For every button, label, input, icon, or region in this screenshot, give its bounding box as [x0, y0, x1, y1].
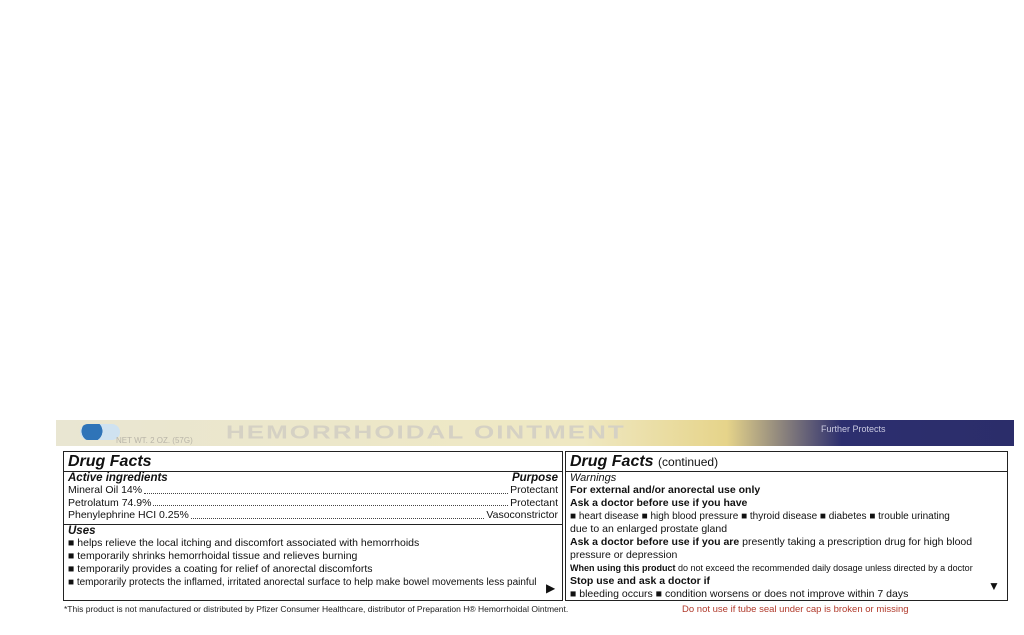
- ingredient-row: Mineral Oil 14% Protectant: [68, 484, 558, 496]
- ask-doctor-have: Ask a doctor before use if you have: [570, 497, 748, 509]
- conditions-list-cont: due to an enlarged prostate gland: [570, 523, 728, 535]
- warnings-label: Warnings: [570, 472, 617, 484]
- ask-doctor-are-cont: pressure or depression: [570, 549, 678, 561]
- brand-logo: [80, 424, 120, 440]
- strip-title: HEMORRHOIDAL OINTMENT: [226, 421, 626, 443]
- strip-right-text: Further Protects: [821, 424, 886, 434]
- use-item: ■ temporarily provides a coating for relief of anorectal discomforts: [68, 562, 373, 575]
- disclaimer: *This product is not manufactured or distributed by Pfizer Consumer Healthcare, distributor of Preparation H® Hemorrhoidal Ointment.: [64, 604, 569, 614]
- ask-doctor-are: Ask a doctor before use if you are presently taking a prescription drug for high blood: [570, 536, 973, 548]
- use-item: ■ helps relieve the local itching and discomfort associated with hemorrhoids: [68, 536, 420, 549]
- net-weight: NET WT. 2 OZ. (57G): [116, 436, 193, 445]
- product-box: [52, 418, 1017, 630]
- drug-facts-panel: [63, 451, 563, 601]
- conditions-list: ■ heart disease ■ high blood pressure ■ thyroid disease ■ diabetes ■ trouble urinating: [570, 511, 950, 522]
- active-ingredients-label: Active ingredients: [68, 472, 168, 484]
- purpose-label: Purpose: [511, 472, 558, 484]
- uses-label: Uses: [68, 524, 96, 537]
- continue-down-icon: ▼: [988, 579, 1000, 593]
- use-item: ■ temporarily protects the inflamed, irritated anorectal surface to help make bowel movements less painful: [68, 576, 537, 588]
- when-using: When using this product do not exceed the recommended daily dosage unless directed by a doctor: [570, 563, 973, 573]
- stop-use-items: ■ bleeding occurs ■ condition worsens or does not improve within 7 days: [570, 588, 909, 600]
- stop-use: Stop use and ask a doctor if: [570, 575, 711, 587]
- tamper-warning: Do not use if tube seal under cap is broken or missing: [682, 604, 909, 615]
- box-top-strip: [56, 420, 1014, 446]
- drug-facts-continued-panel: [565, 451, 1008, 601]
- use-item: ■ temporarily shrinks hemorrhoidal tissue and relieves burning: [68, 549, 358, 562]
- external-use: For external and/or anorectal use only: [570, 484, 761, 496]
- ingredient-row: Petrolatum 74.9% Protectant: [68, 496, 558, 509]
- drug-facts-continued-header: Drug Facts (continued): [566, 452, 1007, 472]
- continue-right-icon: ▶: [546, 581, 556, 595]
- drug-facts-header: Drug Facts: [64, 452, 562, 472]
- ingredient-row: Phenylephrine HCI 0.25% Vasoconstrictor: [68, 509, 558, 521]
